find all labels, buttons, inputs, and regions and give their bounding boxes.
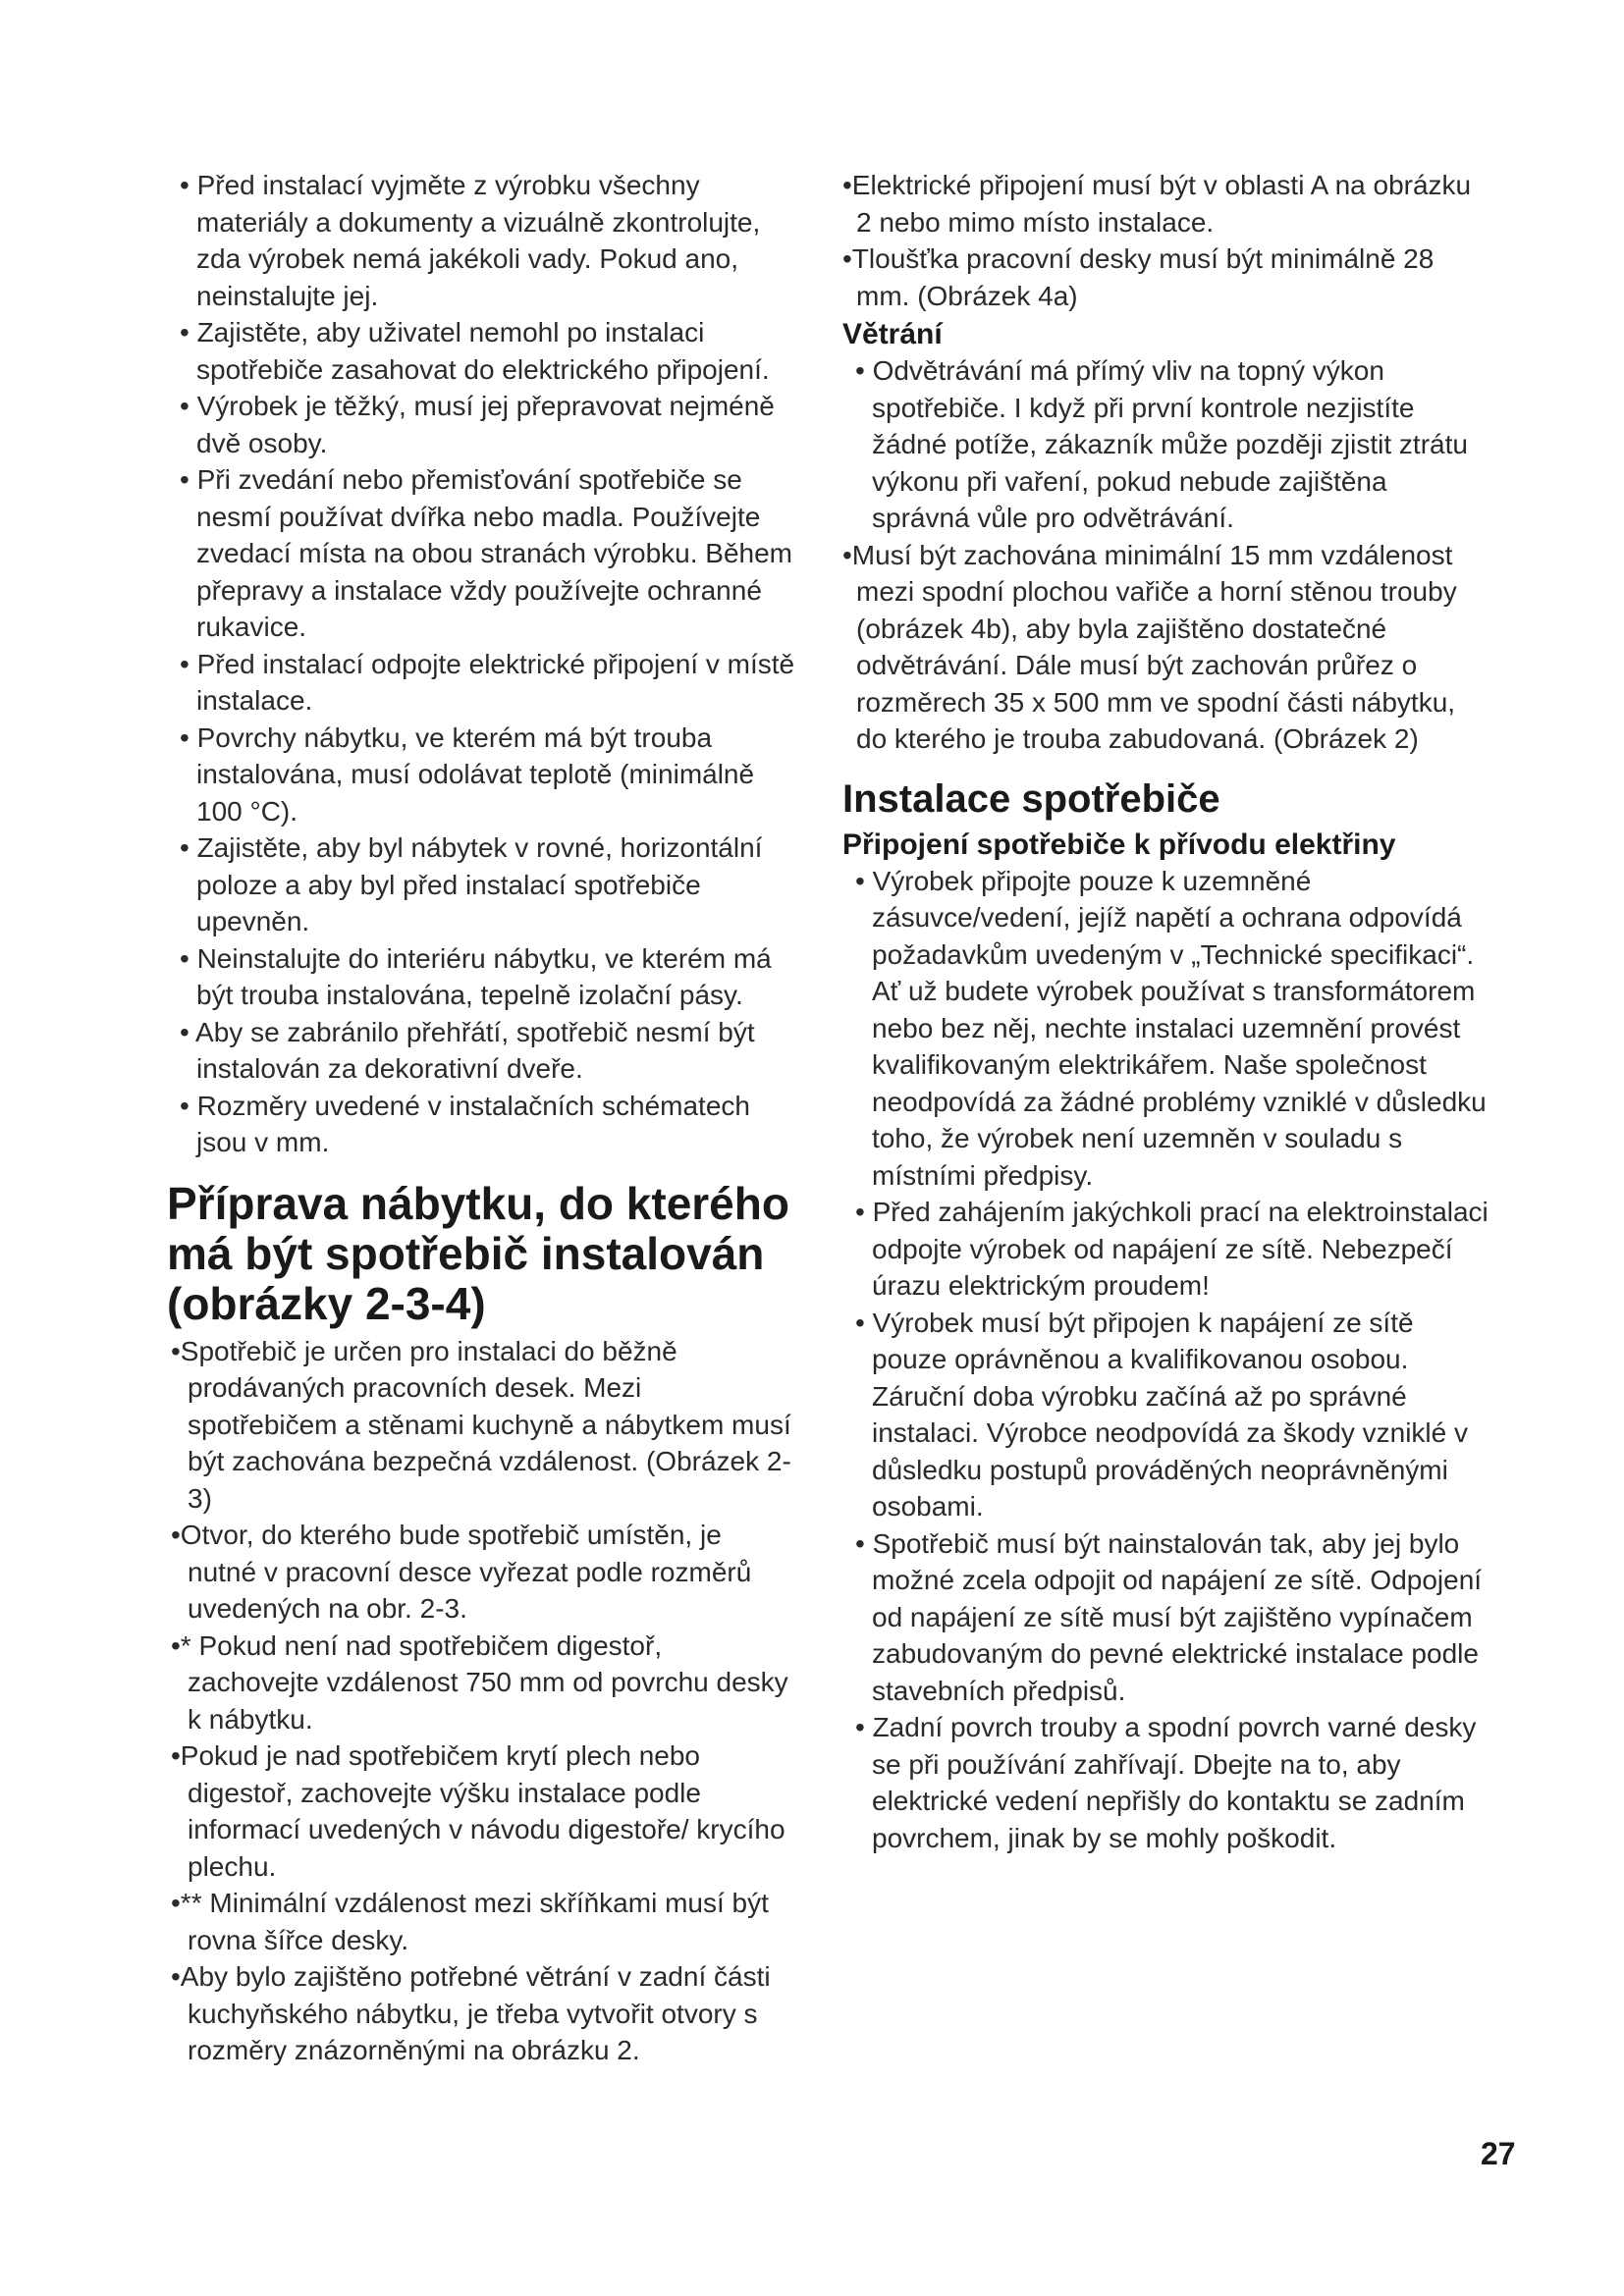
list-item: • Před zahájením jakýchkoli prací na elektroinstalaci odpojte výrobek od napájení ze sítě. Nebezpečí úrazu elektrickým proudem! [855,1197,1489,1301]
list-item: •Pokud je nad spotřebičem krytí plech nebo digestoř, zachovejte výšku instalace podle informací uvedených v návodu digestoře/ krycího plechu. [171,1740,785,1882]
top-bullet-list [842,167,1490,314]
list-item: •Tloušťka pracovní desky musí být minimálně 28 mm. (Obrázek 4a) [842,243,1435,311]
list-item: •* Pokud není nad spotřebičem digestoř, zachovejte vzdálenost 750 mm od povrchu desky k nábytku. [171,1629,788,1735]
list-item: • Zadní povrch trouby a spodní povrch varné desky se při používání zahřívají. Dbejte na to, aby elektrické vedení nepřišly do kontaktu se zadním povrchem, jinak by se mohly poškodit. [855,1712,1477,1853]
right-column [842,167,1490,1856]
section-heading-ventilation: Větrání [842,318,943,350]
left-column [167,167,795,2069]
furniture-bullet-list [167,1333,795,2069]
list-item: • Výrobek musí být připojen k napájení ze sítě pouze oprávněnou a kvalifikovanou osobou. Záruční doba výrobku začíná až po správné instalaci. Výrobce neodpovídá za škody vzniklé v důsledku postupů prováděných neoprávněnými osobami. [855,1307,1468,1522]
list-item: • Odvětrávání má přímý vliv na topný výkon spotřebiče. I když při první kontrole nezjistíte žádné potíže, zákazník může později zjistit ztrátu výkonu při vaření, pokud nebude zajištěna správná vůle pro odvětrávání. [855,355,1468,533]
subsection-heading-connection: Připojení spotřebiče k přívodu elektřiny [842,828,1396,861]
section-heading-installation: Instalace spotřebiče [842,776,1220,821]
list-item: • Neinstalujte do interiéru nábytku, ve kterém má být trouba instalována, tepelně izolační pásy. [180,942,772,1010]
list-item: • Povrchy nábytku, ve kterém má být trouba instalována, musí odolávat teplotě (minimálně 100 °C). [180,721,755,827]
safety-bullet-list [167,167,795,1161]
list-item: • Rozměry uvedené v instalačních schématech jsou v mm. [180,1090,750,1157]
connection-bullet-list [842,863,1490,1857]
list-item: • Spotřebič musí být nainstalován tak, aby jej bylo možné zcela odpojit od napájení ze sítě. Odpojení od napájení ze sítě musí být zajištěno vypínačem zabudovaným do pevné elektrické instalace podle stavebních předpisů. [855,1527,1483,1706]
section-heading-furniture: Příprava nábytku, do kterého má být spotřebič instalován (obrázky 2-3-4) [167,1177,789,1329]
list-item: • Zajistěte, aby uživatel nemohl po instalaci spotřebiče zasahovat do elektrického připojení. [180,317,770,385]
list-item: • Aby se zabránilo přehřátí, spotřebič nesmí být instalován za dekorativní dveře. [180,1016,755,1084]
list-item: • Před instalací vyjměte z výrobku všechny materiály a dokumenty a vizuálně zkontrolujte, zda výrobek nemá jakékoli vady. Pokud ano, neinstalujte jej. [180,170,761,311]
list-item: •Spotřebič je určen pro instalaci do běžně prodávaných pracovních desek. Mezi spotřebičem a stěnami kuchyně a nábytkem musí být zachována bezpečná vzdálenost. (Obrázek 2-3) [171,1335,791,1514]
list-item: •** Minimální vzdálenost mezi skříňkami musí být rovna šířce desky. [171,1888,769,1955]
list-item: • Při zvedání nebo přemisťování spotřebiče se nesmí používat dvířka nebo madla. Používejte zvedací místa na obou stranách výrobku. Během přepravy a instalace vždy používejte ochranné rukavice. [180,464,792,642]
page-number: 27 [1481,2136,1516,2171]
list-item: •Elektrické připojení musí být v oblasti A na obrázku 2 nebo mimo místo instalace. [842,170,1472,238]
list-item: •Otvor, do kterého bude spotřebič umístěn, je nutné v pracovní desce vyřezat podle rozměrů uvedených na obr. 2-3. [171,1520,752,1624]
list-item: • Zajistěte, aby byl nábytek v rovné, horizontální poloze a aby byl před instalací spotřebiče upevněn. [180,832,763,936]
list-item: •Aby bylo zajištěno potřebné větrání v zadní části kuchyňského nábytku, je třeba vytvořit otvory s rozměry znázorněnými na obrázku 2. [171,1961,771,2065]
list-item: • Před instalací odpojte elektrické připojení v místě instalace. [180,648,795,716]
list-item: • Výrobek je těžký, musí jej přepravovat nejméně dvě osoby. [180,391,775,458]
list-item: • Výrobek připojte pouze k uzemněné zásuvce/vedení, jejíž napětí a ochrana odpovídá požadavkům uvedeným v „Technické specifikaci“. Ať už budete výrobek používat s transformátorem nebo bez něj, nechte instalaci uzemnění provést kvalifikovaným elektrikářem. Naše společnost neodpovídá za žádné problémy vzniklé v důsledku toho, že výrobek není uzemněn v souladu s místními předpisy. [855,865,1487,1191]
list-item: •Musí být zachována minimální 15 mm vzdálenost mezi spodní plochou vařiče a horní stěnou trouby (obrázek 4b), aby byla zajištěno dostatečné odvětrávání. Dále musí být zachován průřez o rozměrech 35 x 500 mm ve spodní části nábytku, do kterého je trouba zabudovaná. (Obrázek 2) [842,539,1457,754]
